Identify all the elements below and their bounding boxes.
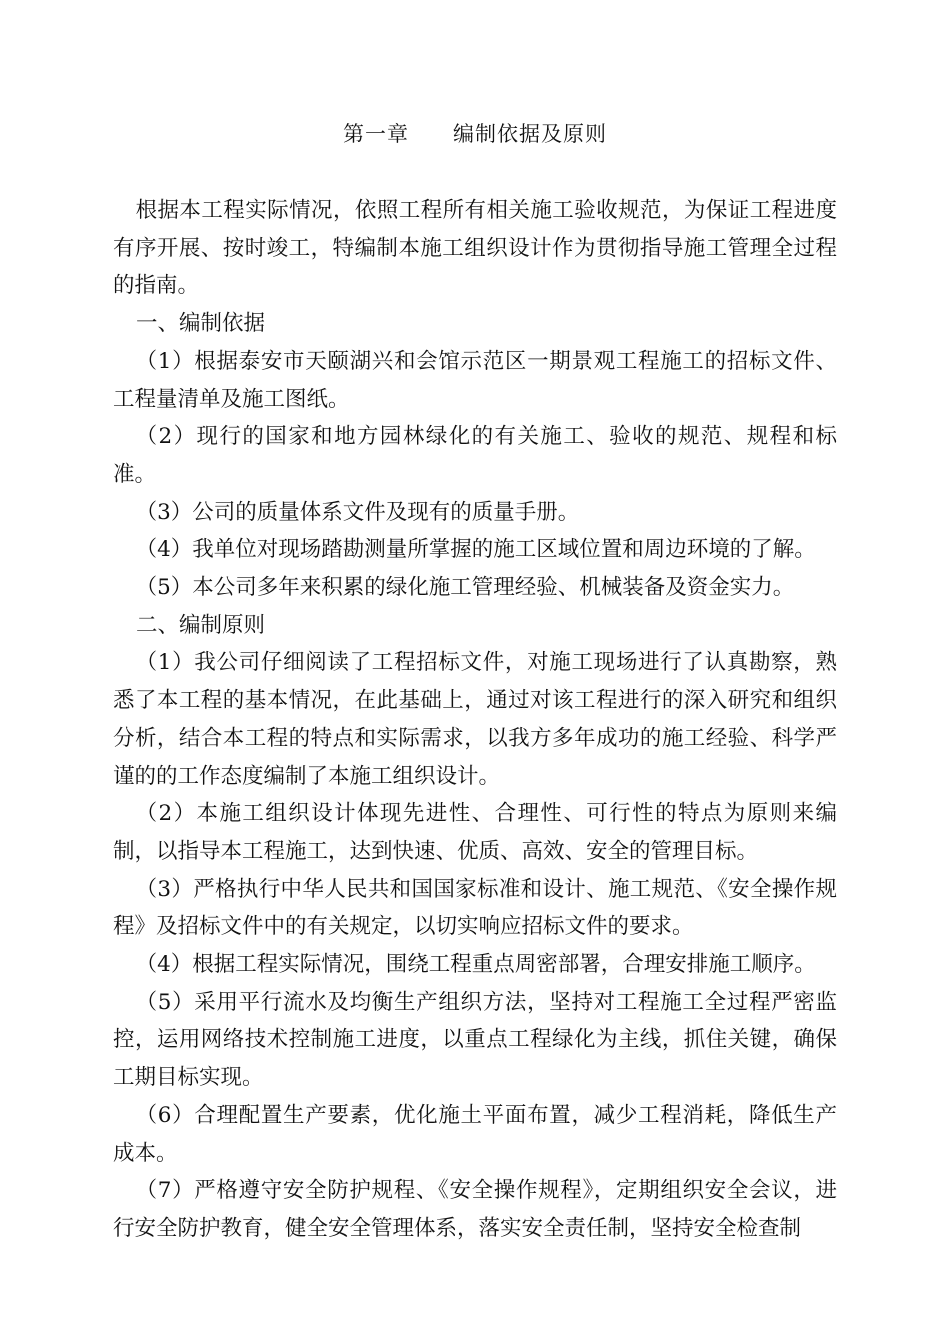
- principle-item-1: （1）我公司仔细阅读了工程招标文件，对施工现场进行了认真勘察，熟悉了本工程的基本情况，在此基础上，通过对该工程进行的深入研究和组织分析，结合本工程的特点和实际需求，以我方多年成功的施工经验、科学严谨的的工作态度编制了本施工组织设计。: [113, 650, 837, 789]
- principle-item-2: （2）本施工组织设计体现先进性、合理性、可行性的特点为原则来编制，以指导本工程施工，达到快速、优质、高效、安全的管理目标。: [113, 801, 837, 864]
- intro-paragraph: 根据本工程实际情况，依照工程所有相关施工验收规范，为保证工程进度有序开展、按时竣工，特编制本施工组织设计作为贯彻指导施工管理全过程的指南。: [113, 198, 837, 299]
- basis-item-4: （4）我单位对现场踏勘测量所掌握的施工区域位置和周边环境的了解。: [135, 537, 816, 563]
- principle-item-7: （7）严格遵守安全防护规程、《安全操作规程》，定期组织安全会议，进行安全防护教育，健全安全管理体系，落实安全责任制，坚持安全检查制: [113, 1178, 837, 1241]
- document-body: [113, 192, 837, 1248]
- section-heading-basis: 一、编制依据: [136, 311, 266, 337]
- chapter-title: 第一章 编制依据及原则: [343, 122, 607, 146]
- principle-item-3: （3）严格执行中华人民共和国国家标准和设计、施工规范、《安全操作规程》及招标文件中的有关规定，以切实响应招标文件的要求。: [113, 876, 837, 940]
- principle-item-5: （5）采用平行流水及均衡生产组织方法，坚持对工程施工全过程严密监控，运用网络技术控制施工进度，以重点工程绿化为主线，抓住关键，确保工期目标实现。: [113, 989, 837, 1091]
- principle-item-6: （6）合理配置生产要素，优化施土平面布置，减少工程消耗，降低生产成本。: [113, 1102, 837, 1166]
- basis-item-1: （1）根据泰安市天颐湖兴和会馆示范区一期景观工程施工的招标文件、工程量清单及施工图纸。: [113, 348, 837, 412]
- basis-item-5: （5）本公司多年来积累的绿化施工管理经验、机械装备及资金实力。: [135, 575, 795, 601]
- basis-item-3: （3）公司的质量体系文件及现有的质量手册。: [135, 499, 580, 525]
- section-heading-principles: 二、编制原则: [136, 612, 266, 638]
- basis-item-2: （2）现行的国家和地方园林绿化的有关施工、验收的规范、规程和标准。: [113, 424, 837, 487]
- principle-item-4: （4）根据工程实际情况，围绕工程重点周密部署，合理安排施工顺序。: [135, 952, 816, 978]
